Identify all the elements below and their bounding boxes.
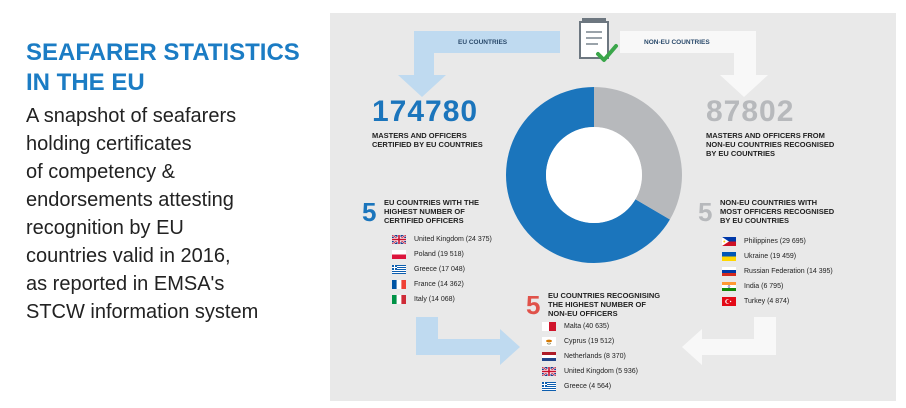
non-eu-top-caption-line: NON-EU COUNTRIES WITH [720,198,818,207]
subtitle-line: recognition by EU [26,217,184,239]
list-item [392,247,492,262]
recognising-top-list [542,319,638,394]
non-eu-countries-label: NON-EU COUNTRIES [644,39,710,46]
non-eu-top-caption-line: MOST OFFICERS RECOGNISED [720,207,835,216]
russia-flag-icon [722,267,736,276]
recognising-top-caption-line: NON-EU OFFICERS [548,309,618,318]
list-item [392,277,492,292]
list-item [722,249,833,264]
list-item [392,262,492,277]
list-item [722,279,833,294]
list-item [542,379,638,394]
list-item [392,292,492,307]
eu-top-caption-line: CERTIFIED OFFICERS [384,216,464,225]
recognising-top-item-label: Greece (4 564) [564,383,612,390]
subtitle-line: STCW information system [26,301,259,323]
non-eu-top-item-label: Russian Federation (14 395) [744,268,833,275]
ukraine-flag-icon [722,252,736,261]
eu-top-caption-line: EU COUNTRIES WITH THE [384,198,479,207]
non-eu-total-caption [706,131,834,158]
eu-top-caption [384,198,479,225]
non-eu-arrow-bottom [682,317,776,365]
list-item [722,264,833,279]
eu-total-caption-line: MASTERS AND OFFICERS [372,131,467,140]
heading-block [26,38,321,326]
eu-total-caption-line: CERTIFIED BY EU COUNTRIES [372,140,483,149]
subtitle-line: as reported in EMSA's [26,273,225,295]
subtitle-line: holding certificates [26,133,192,155]
eu-top-item-label: United Kingdom (24 375) [414,236,492,243]
recognising-top-caption-line: THE HIGHEST NUMBER OF [548,300,646,309]
list-item [722,234,833,249]
non-eu-total-caption-line: MASTERS AND OFFICERS FROM [706,131,825,140]
non-eu-top-item-label: India (6 795) [744,283,784,290]
cyprus-flag-icon [542,337,556,346]
poland-flag-icon [392,250,406,259]
list-item [542,334,638,349]
non-eu-total-value: 87802 [706,95,795,128]
clipboard-check-icon [576,16,620,68]
eu-top-list [392,232,492,307]
france-flag-icon [392,280,406,289]
recognising-top-item-label: Cyprus (19 512) [564,338,615,345]
greece-flag-icon [392,265,406,274]
eu-top-item-label: France (14 362) [414,281,464,288]
recognising-top-item-label: Netherlands (8 370) [564,353,626,360]
india-flag-icon [722,282,736,291]
list-item [542,319,638,334]
recognising-top-item-label: United Kingdom (5 936) [564,368,638,375]
subtitle-line: of competency & [26,161,175,183]
subtitle-line: A snapshot of seafarers [26,105,237,127]
uk-flag-icon [392,235,406,244]
recognising-top-caption [548,291,660,318]
list-item [542,364,638,379]
recognising-top-count: 5 [526,290,541,320]
non-eu-top-list [722,234,833,309]
non-eu-top-caption [720,198,834,225]
non-eu-total-caption-line: NON-EU COUNTRIES RECOGNISED [706,140,835,149]
list-item [542,349,638,364]
non-eu-total-caption-line: BY EU COUNTRIES [706,149,776,158]
page-subtitle [26,102,321,326]
non-eu-top-count: 5 [698,197,713,227]
italy-flag-icon [392,295,406,304]
eu-total-value: 174780 [372,95,479,128]
subtitle-line: countries valid in 2016, [26,245,231,267]
recognising-top-item-label: Malta (40 635) [564,323,610,330]
netherlands-flag-icon [542,352,556,361]
infographic-panel [330,13,896,401]
turkey-flag-icon [722,297,736,306]
list-item [392,232,492,247]
title-line-2: IN THE EU [26,69,145,96]
donut-chart [504,85,684,265]
philippines-flag-icon [722,237,736,246]
eu-arrow-bottom [416,317,520,365]
recognising-top-caption-line: EU COUNTRIES RECOGNISING [548,291,661,300]
eu-total-caption [372,131,483,149]
uk-flag-icon [542,367,556,376]
eu-top-item-label: Italy (14 068) [414,296,455,303]
eu-countries-label: EU COUNTRIES [458,39,508,46]
eu-top-count: 5 [362,197,377,227]
malta-flag-icon [542,322,556,331]
non-eu-top-item-label: Philippines (29 695) [744,238,806,245]
donut-hole [546,127,642,223]
greece-flag-icon [542,382,556,391]
non-eu-top-item-label: Turkey (4 874) [744,298,790,305]
subtitle-line: endorsements attesting [26,189,234,211]
list-item [722,294,833,309]
non-eu-top-item-label: Ukraine (19 459) [744,253,797,260]
eu-top-item-label: Greece (17 048) [414,266,465,273]
eu-top-caption-line: HIGHEST NUMBER OF [384,207,465,216]
page-title [26,38,321,98]
title-line-1: SEAFARER STATISTICS [26,39,300,66]
non-eu-top-caption-line: BY EU COUNTRIES [720,216,790,225]
eu-top-item-label: Poland (19 518) [414,251,464,258]
